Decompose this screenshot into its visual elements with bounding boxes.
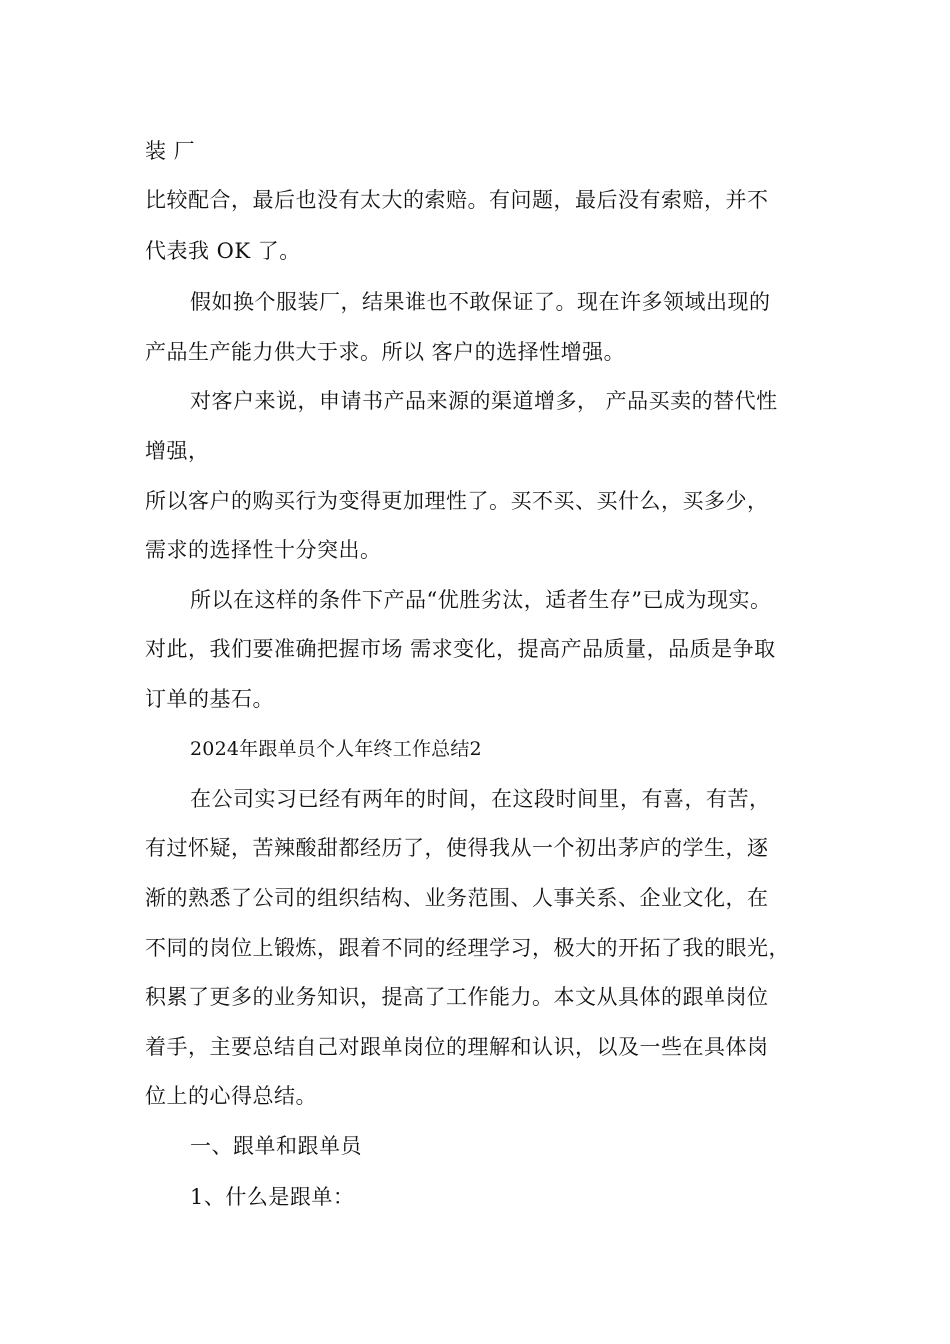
text-line: 需求的选择性十分突出。: [145, 538, 382, 562]
text-line: 渐的熟悉了公司的组织结构、业务范围、人事关系、企业文化，在: [145, 886, 769, 910]
text-line: 比较配合，最后也没有太大的索赔。有问题，最后没有索赔，并不: [145, 188, 769, 212]
text-line: 产品生产能力供大于求。所以 客户的选择性增强。: [145, 340, 626, 364]
text-line: 不同的岗位上锻炼，跟着不同的经理学习，极大的开拓了我的眼光，: [145, 936, 790, 960]
text-line: 增强，: [145, 439, 210, 463]
text-line: 订单的基石。: [145, 687, 274, 711]
text-line: 装 厂: [145, 139, 196, 163]
paragraph-first-line: 在公司实习已经有两年的时间，在这段时间里，有喜，有苦，: [190, 787, 771, 811]
text-line: 位上的心得总结。: [145, 1084, 317, 1108]
section-heading: 一、跟单和跟单员: [190, 1134, 362, 1158]
text-line: 所以客户的购买行为变得更加理性了。买不买、买什么，买多少，: [145, 489, 769, 513]
section-title: 2024年跟单员个人年终工作总结2: [190, 738, 482, 760]
text-line: 有过怀疑，苦辣酸甜都经历了，使得我从一个初出茅庐的学生，逐: [145, 836, 769, 860]
text-line: 积累了更多的业务知识，提高了工作能力。本文从具体的跟单岗位: [145, 985, 769, 1009]
text-line: 对此，我们要准确把握市场 需求变化，提高产品质量，品质是争取: [145, 637, 776, 661]
paragraph-first-line: 假如换个服装厂，结果谁也不敢保证了。现在许多领域出现的: [190, 290, 771, 314]
paragraph-first-line: 对客户来说，申请书产品来源的渠道增多， 产品买卖的替代性: [190, 389, 778, 413]
paragraph-first-line: 所以在这样的条件下产品“优胜劣汰，适者生存”已成为现实。: [190, 588, 772, 612]
text-line: 着手，主要总结自己对跟单岗位的理解和认识，以及一些在具体岗: [145, 1035, 769, 1059]
text-line: 代表我 OK 了。: [145, 239, 301, 263]
subsection-heading: 1、什么是跟单：: [190, 1185, 355, 1209]
